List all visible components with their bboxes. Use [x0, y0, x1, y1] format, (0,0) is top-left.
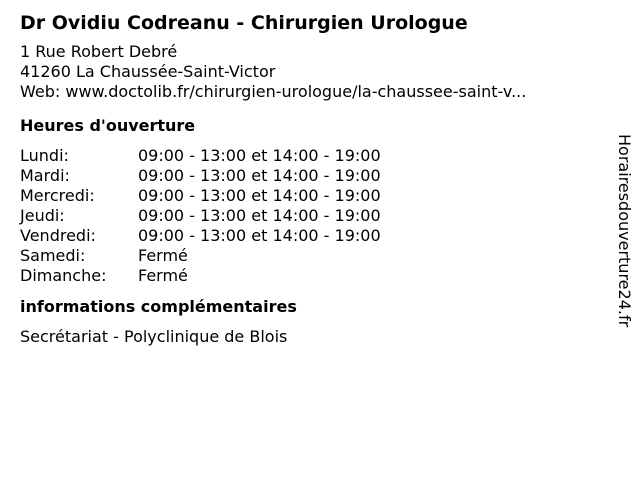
address-block — [20, 42, 600, 102]
day-hours: 09:00 - 13:00 et 14:00 - 19:00 — [138, 206, 381, 225]
day-label: Jeudi: — [20, 206, 65, 225]
hours-row — [20, 186, 600, 206]
day-hours: 09:00 - 13:00 et 14:00 - 19:00 — [138, 166, 381, 185]
business-card — [20, 10, 600, 347]
day-hours: 09:00 - 13:00 et 14:00 - 19:00 — [138, 146, 381, 165]
day-label: Mercredi: — [20, 186, 95, 205]
street-address: 1 Rue Robert Debré — [20, 42, 178, 61]
info-heading: informations complémentaires — [20, 297, 297, 316]
day-label: Vendredi: — [20, 226, 96, 245]
business-name: Dr Ovidiu Codreanu - Chirurgien Urologue — [20, 12, 468, 34]
info-text: Secrétariat - Polyclinique de Blois — [20, 327, 288, 346]
hours-row — [20, 266, 600, 286]
day-label: Mardi: — [20, 166, 70, 185]
day-label: Lundi: — [20, 146, 69, 165]
day-label: Dimanche: — [20, 266, 107, 285]
day-label: Samedi: — [20, 246, 86, 265]
day-hours: Fermé — [138, 266, 188, 285]
hours-row — [20, 166, 600, 186]
website-link[interactable]: Web: www.doctolib.fr/chirurgien-urologue/la-chaussee-saint-v... — [20, 82, 527, 101]
city-address: 41260 La Chaussée-Saint-Victor — [20, 62, 276, 81]
day-hours: 09:00 - 13:00 et 14:00 - 19:00 — [138, 226, 381, 245]
site-watermark: Horairesdouverture24.fr — [615, 134, 634, 328]
hours-row — [20, 206, 600, 226]
hours-row — [20, 226, 600, 246]
hours-row — [20, 246, 600, 266]
day-hours: 09:00 - 13:00 et 14:00 - 19:00 — [138, 186, 381, 205]
hours-heading: Heures d'ouverture — [20, 116, 196, 135]
hours-table — [20, 146, 600, 286]
day-hours: Fermé — [138, 246, 188, 265]
hours-row — [20, 146, 600, 166]
